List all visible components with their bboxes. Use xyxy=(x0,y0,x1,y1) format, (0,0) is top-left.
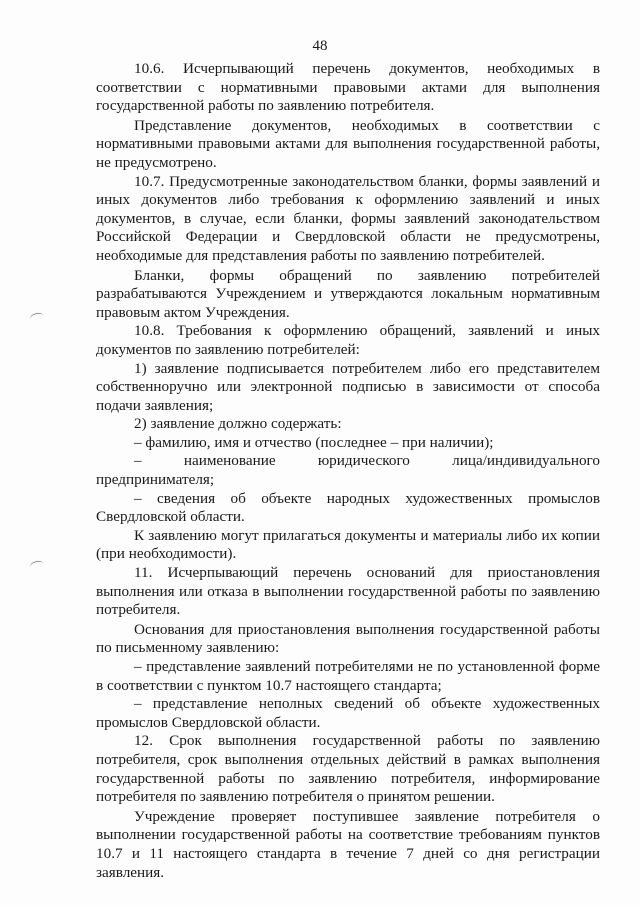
paragraph-11: 11. Исчерпывающий перечень оснований для приостановления выполнения или отказа в выполнении государственной работы по заявлению потребителя. xyxy=(96,564,600,619)
document-body xyxy=(96,60,600,882)
list-item-legal-entity: – наименование юридического лица/индивидуального предпринимателя; xyxy=(96,452,600,489)
paragraph-10-6: 10.6. Исчерпывающий перечень документов, необходимых в соответствии с нормативными правовыми актами для выполнения государственной работы по заявлению потребителя. xyxy=(96,60,600,115)
paragraph-forms: Бланки, формы обращений по заявлению потребителей разрабатываются Учреждением и утверждаются локальным нормативным правовым актом Учреждения. xyxy=(96,266,600,321)
paragraph-verification: Учреждение проверяет поступившее заявление потребителя о выполнении государственной работы на соответствие требованиям пунктов 10.7 и 11 настоящего стандарта в течение 7 дней со дня регистрации заявления. xyxy=(96,807,600,881)
list-item-signature: 1) заявление подписывается потребителем либо его представителем собственноручно или электронной подписью в зависимости от способа подачи заявления; xyxy=(96,359,600,414)
margin-scan-mark xyxy=(29,560,45,572)
list-item-wrong-form: – представление заявлений потребителями не по установленной форме в соответствии с пунктом 10.7 настоящего стандарта; xyxy=(96,658,600,694)
paragraph-10-8: 10.8. Требования к оформлению обращений, заявлений и иных документов по заявлению потребителей: xyxy=(96,322,600,358)
page-number: 48 xyxy=(312,38,328,54)
margin-scan-mark xyxy=(29,312,45,324)
list-item-full-name: – фамилию, имя и отчество (последнее – при наличии); xyxy=(134,433,494,451)
list-item-object-info: – сведения об объекте народных художественных промыслов Свердловской области. xyxy=(96,489,600,526)
paragraph-suspension-grounds: Основания для приостановления выполнения государственной работы по письменному заявлению: xyxy=(96,620,600,657)
list-item-contents: 2) заявление должно содержать: xyxy=(134,415,342,433)
paragraph-attachments: К заявлению могут прилагаться документы и материалы либо их копии (при необходимости). xyxy=(96,526,600,563)
paragraph-10-7: 10.7. Предусмотренные законодательством бланки, формы заявлений и иных документов либо требования к оформлению заявлений и иных документов, в случае, если бланки, формы заявлений законодательством Российской Федерации и Свердловской области не предусмотрены, необходимые для представления работы по заявлению потребителей. xyxy=(96,172,600,264)
paragraph-documents-not-required: Представление документов, необходимых в соответствии с нормативными правовыми актами для выполнения государственной работы, не предусмотрено. xyxy=(96,116,600,171)
list-item-incomplete-info: – представление неполных сведений об объекте художественных промыслов Свердловской области. xyxy=(96,695,600,731)
paragraph-12: 12. Срок выполнения государственной работы по заявлению потребителя, срок выполнения отдельных действий в рамках выполнения государственной работы по заявлению потребителя, информирование потребителя по заявлению потребителя о принятом решении. xyxy=(96,732,600,806)
